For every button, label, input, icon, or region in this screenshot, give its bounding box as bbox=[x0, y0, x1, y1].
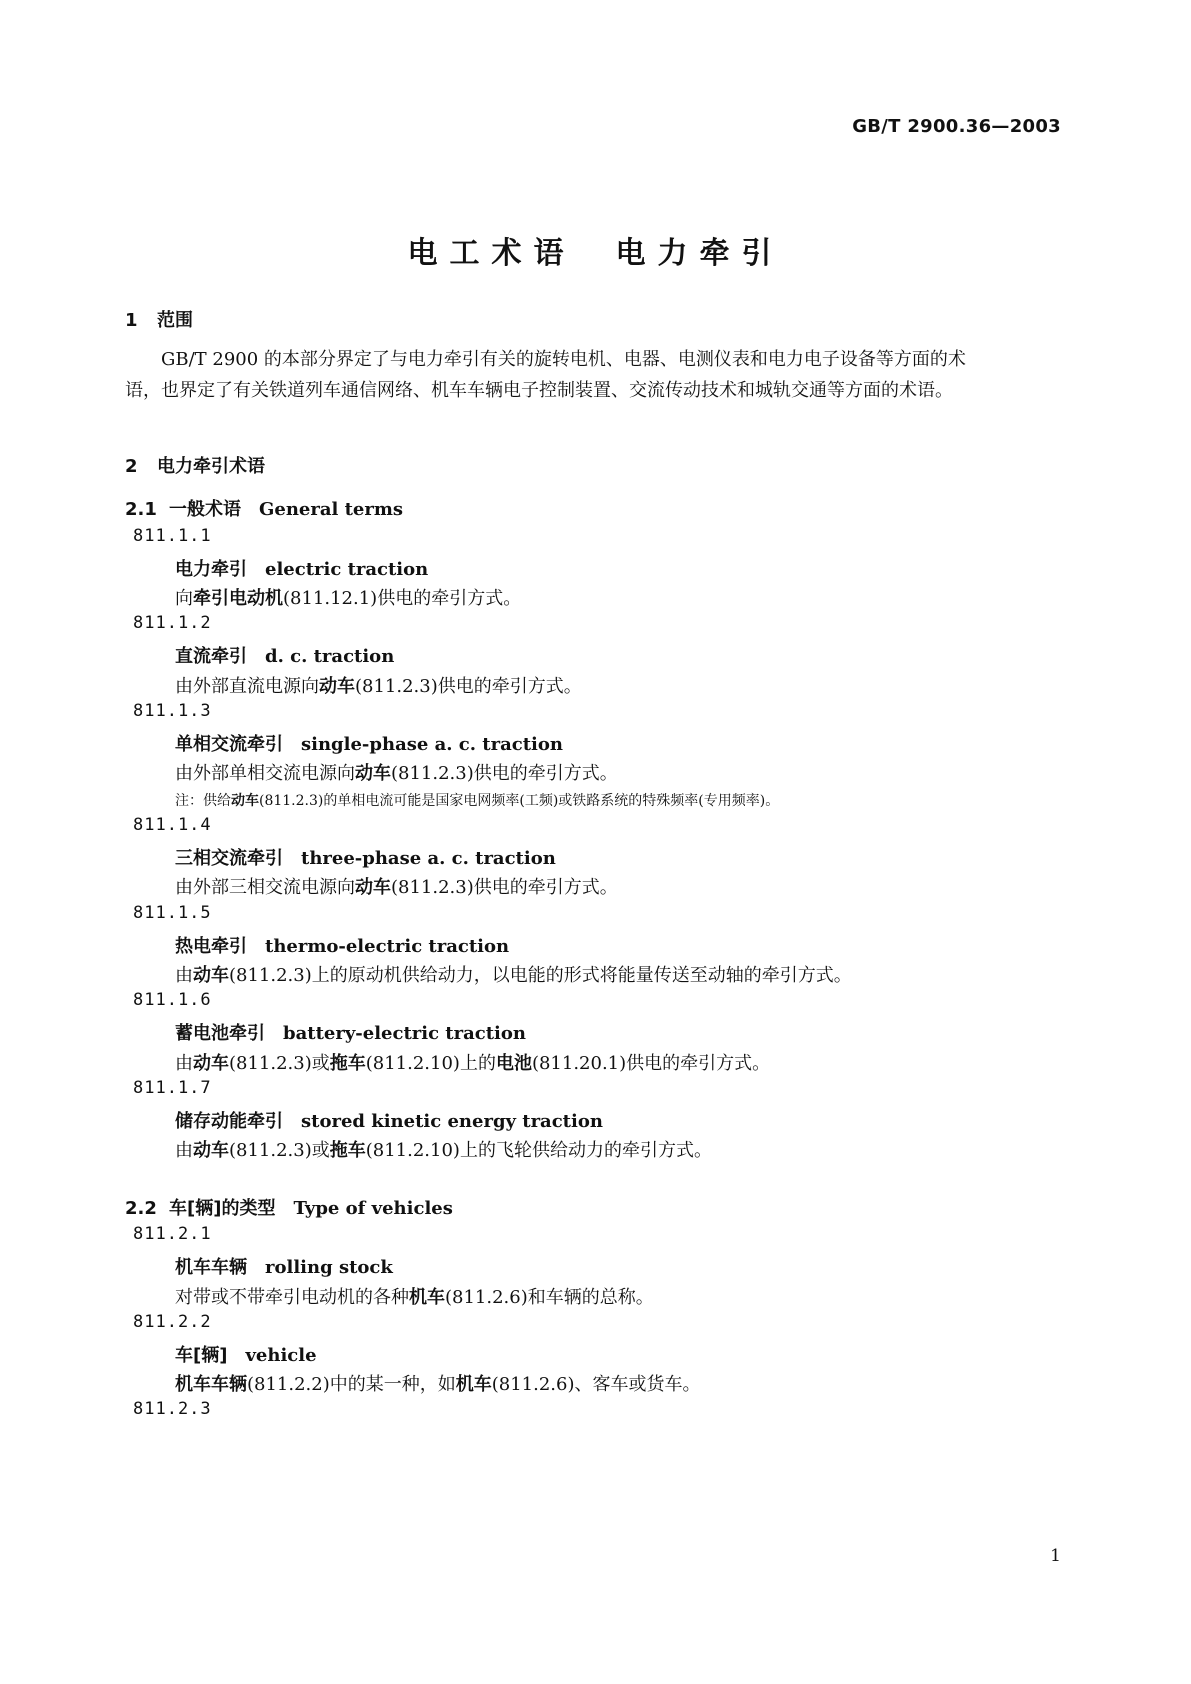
subsection-2-2-number: 2.2 bbox=[125, 1198, 157, 1219]
cross-reference-term: 机车 bbox=[409, 1287, 445, 1308]
cross-reference-term: 动车 bbox=[193, 965, 229, 986]
subsection-2-1-title-en: General terms bbox=[259, 499, 404, 520]
term-heading bbox=[175, 844, 556, 870]
term-definition bbox=[175, 1370, 701, 1396]
cross-reference-term: 拖车 bbox=[329, 1053, 366, 1074]
term-chinese: 单相交流牵引 bbox=[175, 734, 283, 755]
cross-reference-term: 电池 bbox=[495, 1053, 532, 1074]
term-english: battery-electric traction bbox=[283, 1023, 526, 1044]
definition-text: 由外部三相交流电源向 bbox=[175, 877, 355, 898]
definition-text: 向 bbox=[175, 588, 193, 609]
subsection-2-1-title-cn: 一般术语 bbox=[169, 499, 241, 520]
cross-reference-term: 动车 bbox=[319, 676, 355, 697]
entry-number: 811.2.2 bbox=[133, 1312, 212, 1332]
term-heading bbox=[175, 1341, 317, 1367]
standard-number: GB/T 2900.36—2003 bbox=[852, 116, 1061, 137]
subsection-2-2-title-en: Type of vehicles bbox=[293, 1198, 453, 1219]
definition-text: (811.2.10)上的 bbox=[365, 1053, 496, 1074]
subsection-2-1-number: 2.1 bbox=[125, 499, 157, 520]
term-heading bbox=[175, 1019, 526, 1045]
term-definition bbox=[175, 584, 521, 610]
term-chinese: 车[辆] bbox=[175, 1345, 228, 1366]
cross-reference-term: 动车 bbox=[355, 877, 391, 898]
definition-text: (811.2.3)的单相电流可能是国家电网频率(工频)或铁路系统的特殊频率(专用频率)。 bbox=[259, 793, 780, 809]
term-note bbox=[175, 790, 779, 810]
term-definition bbox=[175, 672, 582, 698]
term-chinese: 热电牵引 bbox=[175, 936, 247, 957]
definition-text: 由外部直流电源向 bbox=[175, 676, 319, 697]
term-heading bbox=[175, 642, 394, 668]
entry-number: 811.1.4 bbox=[133, 815, 212, 835]
subsection-2-1-heading bbox=[125, 495, 403, 521]
definition-text: (811.2.6)和车辆的总称。 bbox=[445, 1287, 654, 1308]
term-chinese: 直流牵引 bbox=[175, 646, 247, 667]
section-2-heading bbox=[125, 452, 265, 478]
term-english: d. c. traction bbox=[265, 646, 395, 667]
term-heading bbox=[175, 730, 563, 756]
definition-text: 由 bbox=[175, 965, 193, 986]
definition-text: (811.2.3)或 bbox=[229, 1140, 330, 1161]
term-english: electric traction bbox=[265, 559, 429, 580]
term-definition bbox=[175, 1136, 712, 1162]
term-english: single-phase a. c. traction bbox=[301, 734, 563, 755]
term-english: stored kinetic energy traction bbox=[301, 1111, 603, 1132]
term-definition bbox=[175, 1283, 654, 1309]
section-1-paragraph: GB/T 2900 的本部分界定了与电力牵引有关的旋转电机、电器、电测仪表和电力电子设备等方面的术语，也界定了有关铁道列车通信网络、机车车辆电子控制装置、交流传动技术和城轨交通等方面的术语。 bbox=[125, 349, 966, 401]
definition-text: 由 bbox=[175, 1053, 193, 1074]
term-chinese: 蓄电池牵引 bbox=[175, 1023, 265, 1044]
definition-text: (811.2.6)、客车或货车。 bbox=[491, 1374, 701, 1395]
term-chinese: 电力牵引 bbox=[175, 559, 247, 580]
section-1-heading bbox=[125, 306, 193, 332]
entry-number: 811.1.3 bbox=[133, 701, 212, 721]
term-chinese: 储存动能牵引 bbox=[175, 1111, 283, 1132]
term-heading bbox=[175, 932, 509, 958]
term-definition bbox=[175, 961, 852, 987]
definition-text: (811.2.3)供电的牵引方式。 bbox=[355, 676, 582, 697]
definition-text: 由外部单相交流电源向 bbox=[175, 763, 355, 784]
term-english: vehicle bbox=[245, 1345, 317, 1366]
term-heading bbox=[175, 1253, 393, 1279]
definition-text: 由 bbox=[175, 1140, 193, 1161]
cross-reference-term: 机车 bbox=[455, 1374, 492, 1395]
definition-text: (811.20.1)供电的牵引方式。 bbox=[531, 1053, 771, 1074]
definition-text: (811.12.1)供电的牵引方式。 bbox=[283, 588, 522, 609]
term-heading bbox=[175, 555, 428, 581]
term-chinese: 三相交流牵引 bbox=[175, 848, 283, 869]
term-heading bbox=[175, 1107, 603, 1133]
section-1-number: 1 bbox=[125, 310, 138, 331]
entry-number: 811.1.7 bbox=[133, 1078, 212, 1098]
term-chinese: 机车车辆 bbox=[175, 1257, 247, 1278]
term-english: thermo-electric traction bbox=[265, 936, 510, 957]
entry-number: 811.1.2 bbox=[133, 613, 212, 633]
definition-text: 注：供给 bbox=[175, 793, 231, 809]
section-1-title: 范围 bbox=[157, 310, 193, 331]
definition-text: (811.2.3)供电的牵引方式。 bbox=[391, 763, 618, 784]
cross-reference-term: 动车 bbox=[231, 793, 259, 809]
entry-number: 811.1.5 bbox=[133, 903, 212, 923]
term-definition bbox=[175, 1049, 770, 1075]
definition-text: (811.2.10)上的飞轮供给动力的牵引方式。 bbox=[365, 1140, 712, 1161]
cross-reference-term: 机车车辆 bbox=[175, 1374, 247, 1395]
cross-reference-term: 动车 bbox=[355, 763, 391, 784]
section-2-title: 电力牵引术语 bbox=[157, 456, 265, 477]
cross-reference-term: 拖车 bbox=[329, 1140, 366, 1161]
term-english: three-phase a. c. traction bbox=[301, 848, 556, 869]
term-definition bbox=[175, 759, 618, 785]
definition-text: (811.2.3)上的原动机供给动力，以电能的形式将能量传送至动轴的牵引方式。 bbox=[229, 965, 852, 986]
subsection-2-2-title-cn: 车[辆]的类型 bbox=[169, 1198, 276, 1219]
subsection-2-2-heading bbox=[125, 1194, 453, 1220]
definition-text: (811.2.2)中的某一种，如 bbox=[247, 1374, 456, 1395]
term-english: rolling stock bbox=[265, 1257, 393, 1278]
entry-number: 811.2.1 bbox=[133, 1224, 212, 1244]
title-part2: 电力牵引 bbox=[615, 236, 784, 271]
cross-reference-term: 动车 bbox=[193, 1053, 229, 1074]
section-2-number: 2 bbox=[125, 456, 138, 477]
cross-reference-term: 动车 bbox=[193, 1140, 229, 1161]
document-title bbox=[0, 228, 1191, 272]
term-definition bbox=[175, 873, 618, 899]
entry-number: 811.2.3 bbox=[133, 1399, 212, 1419]
cross-reference-term: 牵引电动机 bbox=[193, 588, 283, 609]
page-number: 1 bbox=[1050, 1546, 1061, 1566]
definition-text: (811.2.3)供电的牵引方式。 bbox=[391, 877, 618, 898]
title-part1: 电工术语 bbox=[407, 236, 576, 271]
definition-text: (811.2.3)或 bbox=[229, 1053, 330, 1074]
entry-number: 811.1.6 bbox=[133, 990, 212, 1010]
entry-number: 811.1.1 bbox=[133, 526, 212, 546]
definition-text: 对带或不带牵引电动机的各种 bbox=[175, 1287, 409, 1308]
